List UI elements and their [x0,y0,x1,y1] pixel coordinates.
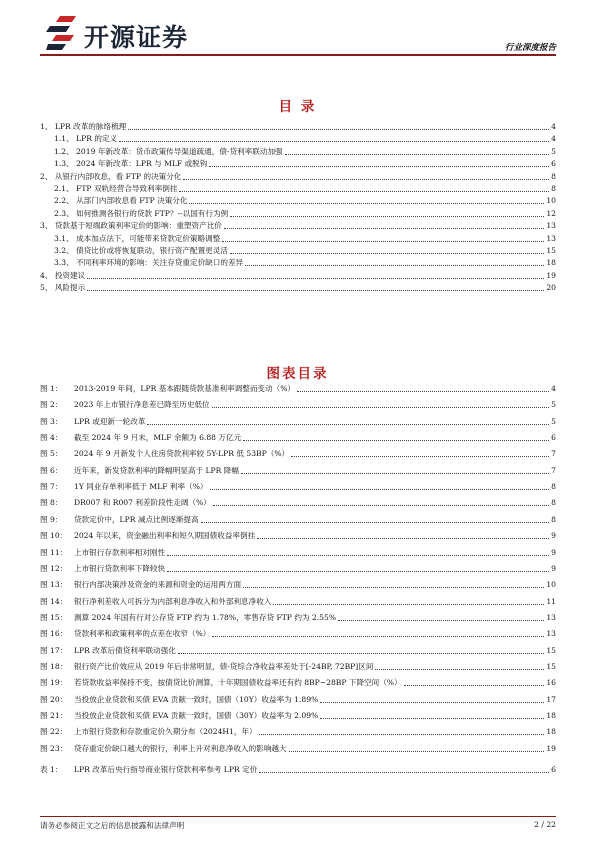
toc-item-label [40,147,283,157]
toc-item-text: 2.3、 如何推测各银行的贷款 FTP？--以国有行为例 [54,208,229,218]
table-item-label [40,765,257,775]
toc-item-label [40,122,126,132]
figure-item-page: 8 [551,482,556,492]
figure-caption: 若贷款收益率保持不变，按债贷比价测算，十年期国债收益率还有约 8BP~28BP 下降空间（%） [74,678,402,688]
leader-dots [119,141,549,142]
figure-item-label [40,531,255,541]
figure-caption: 2013-2019 年间，LPR 基本跟随贷款基准利率调整而变动（%） [74,384,296,393]
figure-item[interactable] [40,660,556,672]
toc-item-page: 12 [546,208,556,218]
figure-item-page: 8 [551,498,556,508]
leader-dots [128,129,549,130]
leader-dots [320,718,544,719]
figure-item-label [40,580,241,590]
leader-dots [230,216,544,217]
toc-item[interactable] [40,281,556,293]
figure-item-label [40,613,336,623]
leader-dots [147,424,549,425]
toc-item-label [40,172,181,182]
figure-caption: 银行内部决策涉及资金的来源和资金的运用两方面 [74,580,242,590]
leader-dots [338,620,544,621]
toc-item-page: 13 [546,221,556,231]
toc-item-text: 2.2、 从部门内部收息看 FTP 决策分化 [54,196,188,206]
toc-item-page: 4 [551,122,556,131]
toc-item-label [40,196,187,206]
figure-number: 图 23： [40,743,68,753]
figure-number: 图 16： [40,629,68,639]
figure-number: 图 18： [40,661,68,671]
toc-item-label [40,283,85,293]
figure-item-page: 5 [551,416,556,426]
leader-dots [243,440,549,441]
figure-caption: 银行资产比价效应从 2019 年后非常明显，债-贷综合净收益率差处于[-24BP, 72BP]区间 [74,661,374,671]
toc-item[interactable] [40,145,556,157]
toc-item-page: 4 [551,134,556,144]
toc-item[interactable] [40,194,556,206]
figure-number: 图 4： [40,433,63,443]
page-number: 2 / 22 [534,820,556,829]
figure-item[interactable] [40,693,556,705]
figure-item-label [40,711,318,721]
toc-item[interactable] [40,219,556,231]
leader-dots [189,203,544,204]
figure-item-label [40,727,257,737]
toc-item[interactable] [40,182,556,194]
figure-item-label [40,629,210,639]
figure-number: 图 7： [40,482,63,492]
leader-dots [230,253,544,254]
figure-item-page: 5 [551,400,556,410]
toc-item-label [40,271,85,281]
figure-caption: 2024 年以来，资金融出利率和短久期国债收益率倒挂 [74,531,256,541]
toc-item-page: 19 [546,270,556,280]
toc-item-label [40,246,228,256]
toc-item-text: 1.1、 LPR 的定义 [54,134,118,144]
figure-item-page: 15 [546,645,556,655]
figure-caption: 1Y 同业存单利率低于 MLF 利率（%） [74,482,208,492]
leader-dots [259,734,545,735]
leader-dots [273,604,544,605]
toc-item-text: 3.1、 成本加点法下，可能带来贷款定价策略调整 [54,233,221,243]
toc-item-text: 3.2、 债贷比价或将恢复联动，银行资产配置更灵活 [54,246,228,255]
toc-item-text: 5、 风险提示 [40,283,86,293]
toc-item-label [40,221,222,231]
toc-item-page: 20 [546,283,556,293]
leader-dots [257,538,549,539]
toc-item-page: 5 [551,146,556,156]
header-divider [40,54,556,56]
toc-item-page: 10 [546,196,556,206]
leader-dots [87,290,544,291]
figure-caption: 上市银行贷款和存款重定价久期分布（2024H1，年） [74,727,257,737]
toc-item[interactable] [40,157,556,169]
figure-item-label [40,662,373,672]
toc-item-text: 1、 LPR 改革的脉络梳理 [40,122,127,131]
figure-item[interactable] [40,529,556,541]
toc-item[interactable] [40,120,556,132]
table-number: 表 1： [40,765,63,774]
figure-item-label [40,498,211,508]
leader-dots [241,473,549,474]
figure-item-label [40,597,271,607]
toc-item-text: 4、 投资建议 [40,270,86,280]
toc-item-page: 8 [551,184,556,193]
figure-caption: LPR 改革后债贷利率联动强化 [74,645,176,655]
figure-caption: 当投放企业贷款和买债 EVA 贡献一致时，国债（10Y）收益率为 1.89% [74,694,319,704]
figure-number: 图 17： [40,645,68,655]
figure-item-label [40,646,176,656]
figure-caption: DR007 和 R007 利差阶段性走阔（%） [74,498,211,508]
toc-item-page: 15 [546,246,556,255]
figure-caption: 贷存重定价缺口越大的银行，利率上升对利息净收入的影响越大 [74,743,287,753]
table-caption: LPR 改革后央行指导商业银行贷款利率参考 LPR 定价 [74,765,258,774]
figure-number: 图 12： [40,563,68,573]
figure-item-page: 16 [546,678,556,688]
figure-item-label [40,678,402,688]
figure-caption: LPR 或迎新一轮改革 [74,416,146,426]
figure-item-page: 9 [551,531,556,541]
figure-number: 图 10： [40,531,68,541]
figure-item-label [40,515,199,525]
figure-item-page: 4 [551,384,556,393]
figure-item-label [40,564,165,574]
toc-item-text: 3.3、 不同利率环境的影响：关注存贷重定价缺口的差异 [54,258,244,268]
toc-item[interactable] [40,256,556,268]
toc-item-label [40,159,207,169]
leader-dots [87,278,544,279]
figure-item[interactable] [40,578,556,590]
leader-dots [259,772,549,773]
figure-item-page: 7 [551,465,556,475]
figure-number: 图 20： [40,694,68,704]
table-item-page: 6 [551,765,556,774]
figure-number: 图 13： [40,580,68,590]
figure-item-page: 17 [546,694,556,704]
figure-number: 图 19： [40,678,68,688]
figure-item[interactable] [40,644,556,656]
leader-dots [167,571,549,572]
figure-item-page: 9 [551,563,556,573]
figure-item[interactable] [40,725,556,737]
figure-item[interactable] [40,382,556,394]
figure-item[interactable] [40,595,556,607]
figure-item[interactable] [40,546,556,558]
figure-item[interactable] [40,513,556,525]
leader-dots [375,669,544,670]
figure-item[interactable] [40,562,556,574]
figure-item-label [40,548,165,558]
figure-item[interactable] [40,464,556,476]
figure-number: 图 21： [40,711,68,720]
figure-caption: 上市银行存款利率相对刚性 [74,547,166,557]
figure-number: 图 9： [40,514,63,524]
toc-item-text: 3、 贷款基于短端政策利率定价的影响：重塑资产比价 [40,221,222,231]
leader-dots [404,685,545,686]
figure-item[interactable] [40,496,556,508]
figure-item-page: 7 [551,449,556,459]
toc-item-label [40,134,117,144]
report-type-label: 行业深度报告 [504,43,556,53]
toc-item-text: 1.3、 2024 年新改革：LPR 与 MLF 或脱钩 [54,159,208,169]
leader-dots [222,241,544,242]
footer-disclaimer: 请务必参阅正文之后的信息披露和法律声明 [40,821,185,830]
figure-number: 图 1： [40,384,63,393]
figure-item[interactable] [40,398,556,410]
figure-item-page: 18 [546,727,556,737]
figure-item-page: 11 [546,596,556,606]
leader-dots [320,702,544,703]
figure-number: 图 14： [40,596,68,606]
figure-number: 图 22： [40,727,68,737]
toc-item[interactable] [40,170,556,182]
toc-item[interactable] [40,232,556,244]
leader-dots [212,407,550,408]
figure-item-label [40,466,239,476]
figure-item-label [40,482,208,492]
brand-name: 开源证券 [84,23,189,52]
leader-dots [201,522,550,523]
figure-item[interactable] [40,627,556,639]
figure-item-page: 18 [546,711,556,720]
leader-dots [178,653,545,654]
leader-dots [183,179,549,180]
toc-item-text: 2.1、 FTP 双轨经营合导致利率倒挂 [54,184,178,193]
figure-item-page: 13 [546,629,556,639]
leader-dots [224,228,544,229]
figure-item-page: 9 [551,547,556,557]
leader-dots [285,154,550,155]
figure-item-label [40,400,210,410]
toc-item-page: 8 [551,171,556,181]
figure-item[interactable] [40,431,556,443]
figure-item-page: 6 [551,433,556,443]
leader-dots [179,191,549,192]
figure-caption: 截至 2024 年 9 月末，MLF 余额为 6.88 万亿元 [74,433,242,443]
figure-number: 图 15： [40,612,68,622]
figure-item[interactable] [40,742,556,754]
toc-item-label [40,184,177,194]
figure-item-label [40,449,289,459]
figure-item-label [40,417,145,427]
leader-dots [289,751,545,752]
figure-number: 图 6： [40,465,63,475]
figures-title: 图表目录 [266,366,329,382]
figure-caption: 上市银行贷款利率下降较快 [74,563,166,573]
table-item[interactable] [40,763,556,775]
figure-number: 图 2： [40,400,63,410]
figure-item-page: 19 [546,743,556,753]
figure-number: 图 11： [40,547,68,557]
toc-item[interactable] [40,244,556,256]
toc-item[interactable] [40,207,556,219]
toc-item-text: 2、 从银行内部收息，看 FTP 的决策分化 [40,171,182,181]
figure-item[interactable] [40,611,556,623]
figure-caption: 银行净利差收入可拆分为内部利息净收入和外部利息净收入 [74,596,272,606]
figure-caption: 测算 2024 年国有行对公存贷 FTP 约为 1.78%，零售存贷 FTP 约为 2.55% [74,612,337,622]
leader-dots [291,456,549,457]
leader-dots [212,636,544,637]
toc-item-page: 6 [551,159,556,169]
figure-caption: 当投放企业贷款和买债 EVA 贡献一致时，国债（30Y）收益率为 2.09% [74,711,319,720]
figure-item-page: 10 [546,580,556,590]
figure-item-page: 15 [546,661,556,671]
figure-caption: 贷款利率和政策利率的点差在收窄（%） [74,629,211,639]
figure-item[interactable] [40,447,556,459]
figure-item[interactable] [40,676,556,688]
toc-item[interactable] [40,269,556,281]
figure-item-page: 13 [546,612,556,622]
figure-number: 图 3： [40,416,63,426]
page-header [40,14,556,54]
figure-number: 图 5： [40,449,63,459]
leader-dots [297,391,549,392]
leader-dots [167,555,549,556]
toc-item-page: 13 [546,233,556,243]
kysec-logo-icon [46,16,78,50]
toc-item[interactable] [40,132,556,144]
toc-item-text: 1.2、 2019 年新改革：货币政策传导渠道疏通，债-贷利率联动加强 [54,146,283,156]
figure-item[interactable] [40,480,556,492]
figure-item[interactable] [40,415,556,427]
toc-title: 目 录 [278,99,317,115]
figure-item-page: 8 [551,514,556,524]
leader-dots [209,166,549,167]
toc-item-page: 18 [546,258,556,268]
figure-item-label [40,744,287,754]
toc-item-label [40,234,220,244]
figure-caption: 近年来，新发贷款利率的降幅明显高于 LPR 降幅 [74,465,239,475]
leader-dots [210,489,550,490]
figure-item-label [40,384,295,394]
toc-item-label [40,258,243,268]
figure-number: 图 8： [40,498,63,508]
toc-item-label [40,209,228,219]
leader-dots [245,265,544,266]
figure-caption: 贷款定价中，LPR 减点比例逐渐提高 [74,514,199,524]
leader-dots [243,587,544,588]
figure-item-label [40,695,318,705]
footer-divider [40,816,556,817]
figure-item-label [40,433,241,443]
leader-dots [213,505,549,506]
figure-caption: 2023 年上市银行净息差已降至历史低位 [74,400,210,410]
figure-caption: 2024 年 9 月新发个人住房贷款利率较 5Y-LPR 低 53BP（%） [74,449,290,459]
figure-item[interactable] [40,709,556,721]
